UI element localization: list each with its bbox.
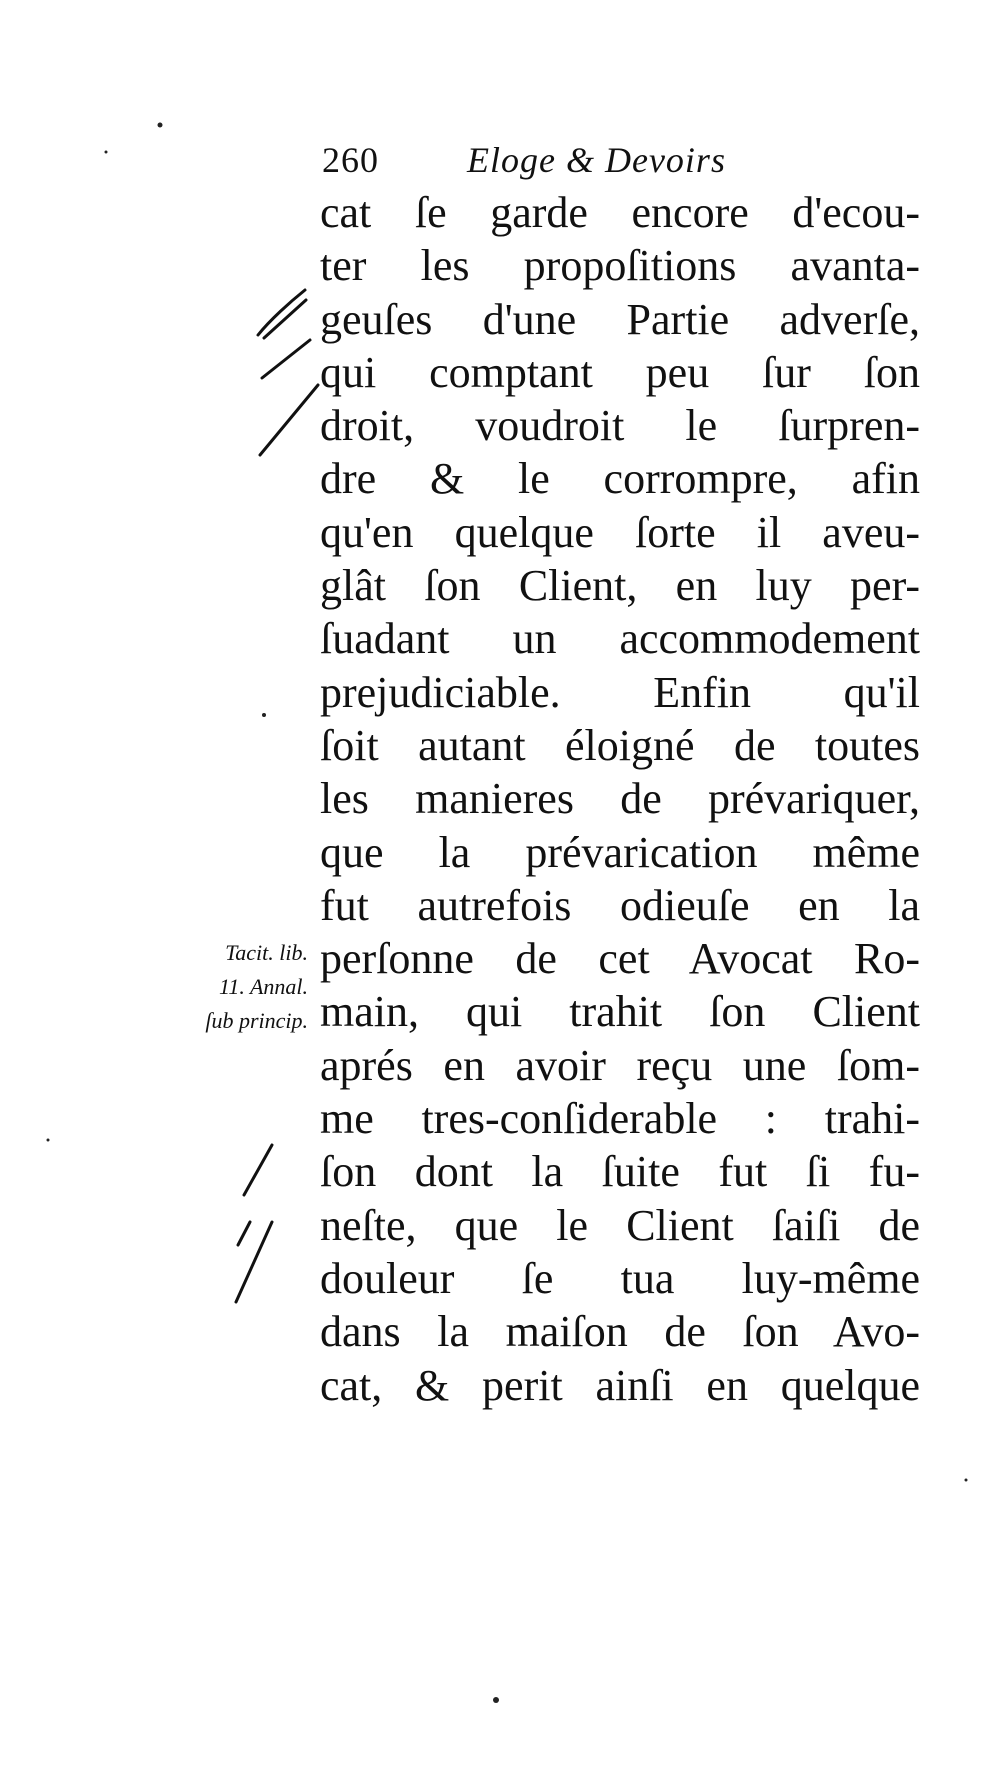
- text-line: ſuadant un accommodement: [320, 614, 920, 664]
- text-line: cat ſe garde encore d'ecou-: [320, 188, 920, 237]
- pen-mark: [238, 1222, 250, 1245]
- page-header: [322, 130, 922, 190]
- pen-mark: [244, 1145, 272, 1195]
- text-line: aprés en avoir reçu une ſom-: [320, 1040, 920, 1090]
- text-line: glât ſon Client, en luy per-: [320, 561, 920, 611]
- margin-note-line: 11. Annal.: [218, 974, 308, 999]
- text-line: douleur ſe tua luy-même: [320, 1253, 920, 1303]
- pen-mark: [260, 385, 318, 455]
- text-line: qui comptant peu ſur ſon: [320, 347, 920, 397]
- text-line: ſon dont la ſuite fut ſi fu-: [320, 1147, 920, 1197]
- text-line: que la prévarication même: [320, 827, 920, 877]
- text-line: dans la maiſon de ſon Avo-: [320, 1307, 920, 1357]
- text-line: prejudiciable. Enfin qu'il: [320, 667, 920, 717]
- pen-mark: [262, 340, 310, 378]
- running-title: Eloge & Devoirs: [467, 140, 726, 180]
- margin-note-line: Tacit. lib.: [225, 940, 308, 965]
- text-line: me tres-conſiderable : trahi-: [320, 1094, 920, 1144]
- text-line: cat, & perit ainſi en quelque: [320, 1360, 920, 1410]
- text-line: dre & le corrompre, afin: [320, 454, 920, 504]
- text-line: neſte, que le Client ſaiſi de: [320, 1200, 920, 1250]
- text-line: ſoit autant éloigné de toutes: [320, 720, 920, 770]
- pen-mark: [258, 290, 305, 335]
- page-number: 260: [322, 140, 379, 180]
- text-line: qu'en quelque ſorte il aveu-: [320, 507, 920, 557]
- body-text: [320, 186, 920, 1412]
- text-line: les manieres de prévariquer,: [320, 774, 920, 824]
- text-line: geuſes d'une Partie adverſe,: [320, 294, 920, 344]
- text-line: fut autrefois odieuſe en la: [320, 880, 920, 930]
- text-line: perſonne de cet Avocat Ro-: [320, 934, 920, 984]
- margin-note-line: ſub princip.: [205, 1008, 308, 1033]
- pen-mark: [236, 1222, 272, 1302]
- text-line: droit, voudroit le ſurpren-: [320, 401, 920, 451]
- text-line: main, qui trahit ſon Client: [320, 987, 920, 1037]
- text-line: ter les propoſitions avanta-: [320, 241, 920, 291]
- margin-note: [148, 936, 308, 1038]
- pen-mark: [264, 300, 306, 338]
